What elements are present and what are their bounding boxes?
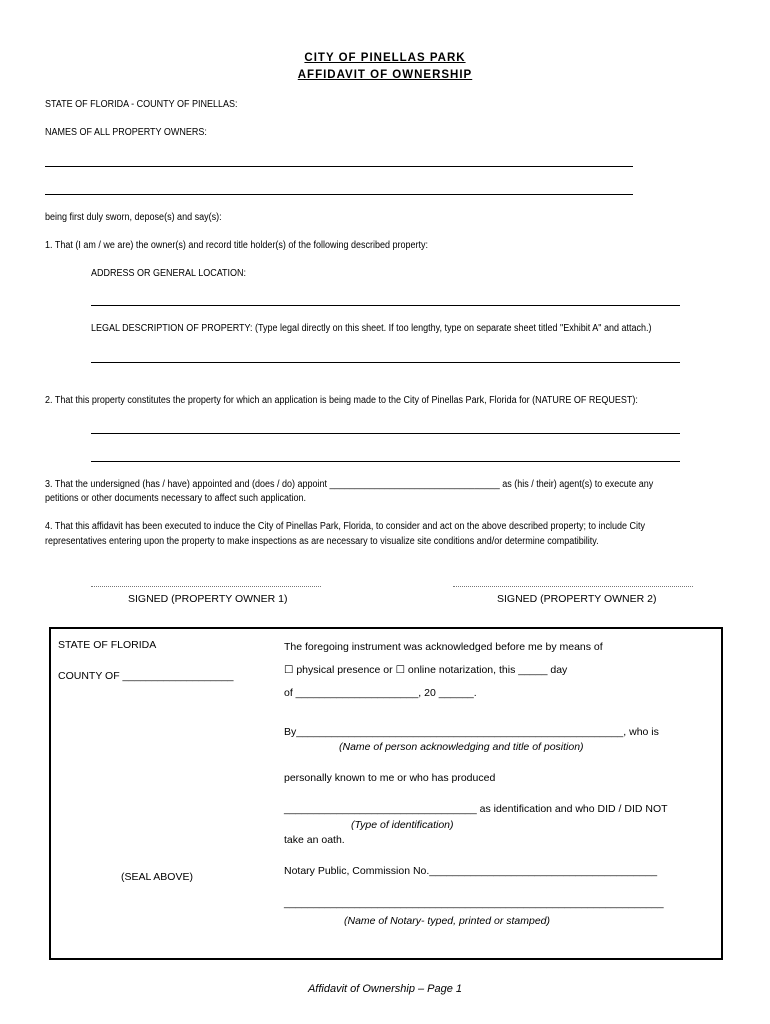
- legal-description-line[interactable]: [91, 362, 680, 363]
- owner-1-signature-label: SIGNED (PROPERTY OWNER 1): [128, 593, 288, 605]
- state-county-heading: STATE OF FLORIDA - COUNTY OF PINELLAS:: [45, 99, 238, 110]
- notary-state: STATE OF FLORIDA: [58, 639, 157, 651]
- owner-2-signature-label: SIGNED (PROPERTY OWNER 2): [497, 593, 657, 605]
- owners-label: NAMES OF ALL PROPERTY OWNERS:: [45, 127, 207, 138]
- item-3-line-2: petitions or other documents necessary to affect such application.: [45, 493, 306, 504]
- owner-name-line-1[interactable]: [45, 166, 633, 167]
- identification-caption: (Type of identification): [351, 819, 454, 831]
- item-4-line-1: 4. That this affidavit has been executed to induce the City of Pinellas Park, Florida, to consider and act on the above described property; to include City: [45, 521, 646, 532]
- owner-2-signature-line[interactable]: [453, 586, 693, 587]
- request-line-1[interactable]: [91, 433, 680, 434]
- item-2-text: 2. That this property constitutes the property for which an application is being made to the City of Pinellas Park, Florida for (NATURE OF REQUEST):: [45, 395, 638, 406]
- address-label: ADDRESS OR GENERAL LOCATION:: [91, 268, 247, 279]
- page-title: CITY OF PINELLAS PARK: [304, 52, 466, 64]
- physical-presence-checkbox[interactable]: ☐: [284, 664, 294, 676]
- acknowledgment-text: The foregoing instrument was acknowledged before me by means of: [284, 641, 603, 653]
- notary-name-line[interactable]: _________________________________________________________________: [284, 897, 664, 909]
- physical-presence-label: physical presence or: [296, 664, 393, 676]
- seal-label: (SEAL ABOVE): [121, 871, 193, 883]
- address-line[interactable]: [91, 305, 680, 306]
- commission-number-line[interactable]: Notary Public, Commission No._______________________________________: [284, 865, 658, 877]
- item-3-line-1: 3. That the undersigned (has / have) appointed and (does / do) appoint __________________________________ as (his / their) agent(s) to execute any: [45, 479, 654, 490]
- notary-name-caption: (Name of Notary- typed, printed or stamped): [344, 915, 551, 927]
- page-footer: Affidavit of Ownership – Page 1: [307, 983, 463, 995]
- sworn-statement: being first duly sworn, depose(s) and say(s):: [45, 212, 222, 223]
- item-4-line-2: representatives entering upon the property to make inspections as are necessary to visualize site conditions and/or determine compatibility.: [45, 536, 599, 547]
- oath-text: take an oath.: [284, 834, 345, 846]
- item-1-text: 1. That (I am / we are) the owner(s) and record title holder(s) of the following described property:: [45, 240, 429, 251]
- acknowledgment-means: [284, 664, 567, 676]
- identification-line[interactable]: _________________________________ as identification and who DID / DID NOT: [284, 803, 668, 815]
- acknowledger-line[interactable]: By________________________________________________________, who is: [284, 726, 659, 738]
- personally-known-text: personally known to me or who has produced: [284, 772, 496, 784]
- request-line-2[interactable]: [91, 461, 680, 462]
- date-line[interactable]: of _____________________, 20 ______.: [284, 687, 477, 699]
- page-subtitle: AFFIDAVIT OF OWNERSHIP: [297, 69, 473, 81]
- online-notarization-label: online notarization, this _____ day: [407, 664, 568, 676]
- notary-county[interactable]: COUNTY OF ___________________: [58, 670, 234, 682]
- owner-1-signature-line[interactable]: [91, 586, 321, 587]
- online-notarization-checkbox[interactable]: ☐: [395, 664, 405, 676]
- legal-description-label: LEGAL DESCRIPTION OF PROPERTY: (Type legal directly on this sheet. If too lengthy, type on separate sheet titled "Exhibit A" and attach.): [91, 323, 652, 334]
- owner-name-line-2[interactable]: [45, 194, 633, 195]
- acknowledger-caption: (Name of person acknowledging and title of position): [339, 741, 584, 753]
